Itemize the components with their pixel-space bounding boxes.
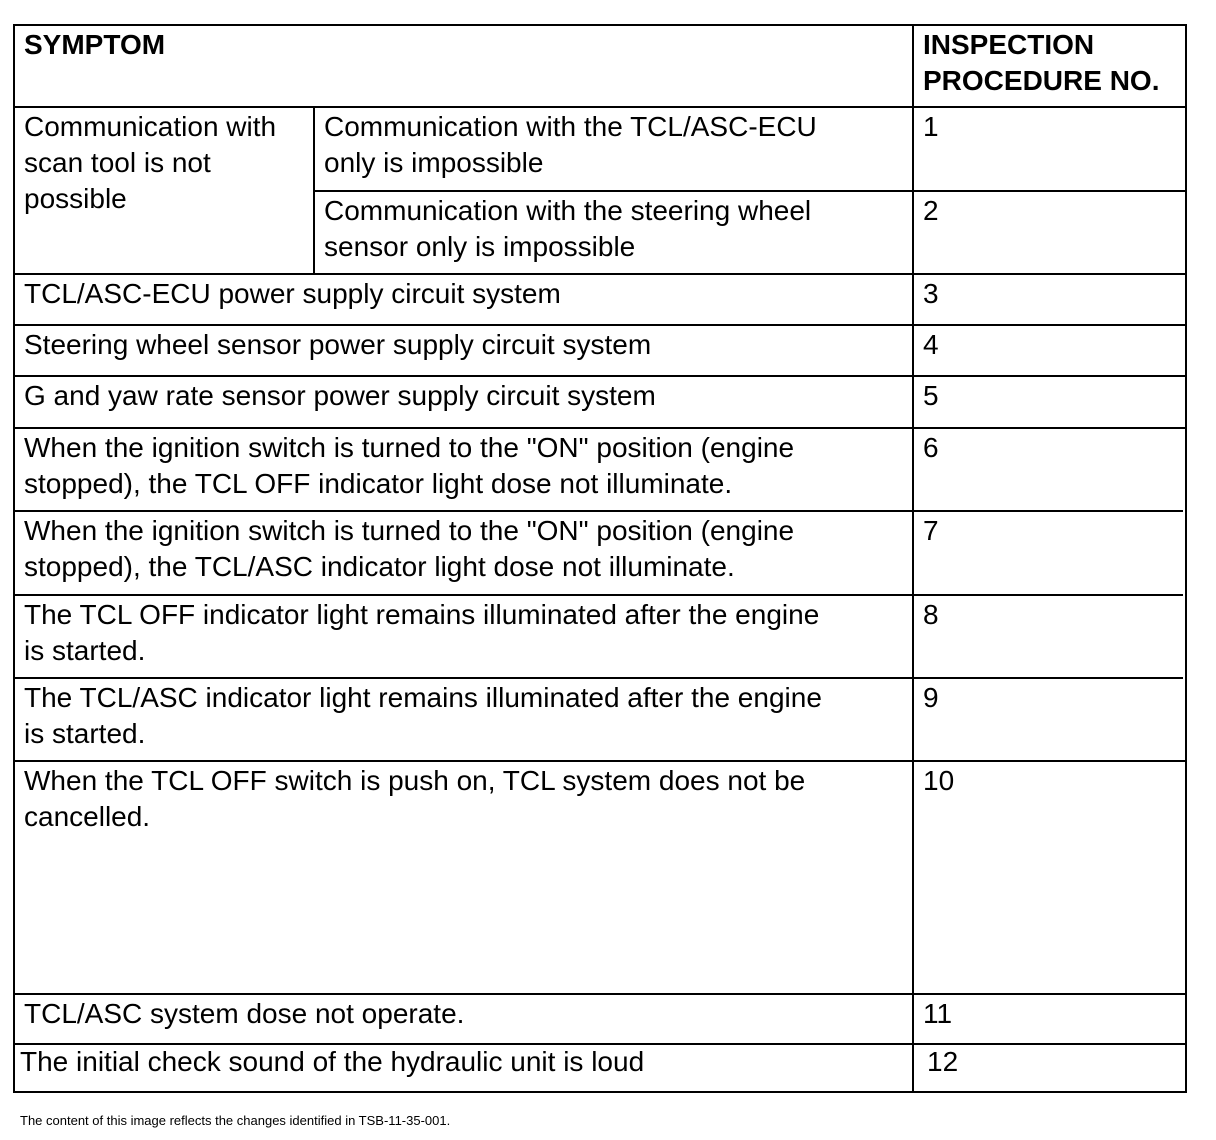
table-row-symptom: Communication with the TCL/ASC-ECU only is impossible: [324, 111, 817, 178]
table-rule: [912, 24, 914, 1093]
table-row-number: 10: [923, 765, 955, 796]
table-row-symptom: Communication with the steering wheel sensor only is impossible: [324, 195, 812, 262]
table-row-symptom: TCL/ASC-ECU power supply circuit system: [24, 278, 561, 309]
table-row-symptom: TCL/ASC system dose not operate.: [24, 998, 465, 1029]
table-row-number: 6: [923, 432, 939, 463]
table-row-number: 9: [923, 682, 939, 713]
table-row-number: 11: [923, 998, 953, 1029]
table-row-symptom: When the ignition switch is turned to the "ON" position (engine stopped), the TCL OFF indicator light dose not illuminate.: [24, 432, 795, 499]
table-row-symptom: When the TCL OFF switch is push on, TCL system does not be cancelled.: [24, 765, 806, 832]
table-row-number: 12: [927, 1046, 959, 1077]
table-row-number: 2: [923, 195, 939, 226]
table-row-symptom: G and yaw rate sensor power supply circuit system: [24, 380, 656, 411]
table-row-symptom: Steering wheel sensor power supply circuit system: [24, 329, 652, 360]
group-label: Communication with scan tool is not possible: [24, 111, 277, 214]
table-row-number: 1: [923, 111, 939, 142]
table-row-symptom: The TCL OFF indicator light remains illuminated after the engine is started.: [24, 599, 820, 666]
table-row-number: 8: [923, 599, 939, 630]
table-row-number: 3: [923, 278, 939, 309]
table-row-number: 4: [923, 329, 939, 360]
table-row-number: 7: [923, 515, 939, 546]
table-row-symptom: The TCL/ASC indicator light remains illuminated after the engine is started.: [24, 682, 822, 749]
header-procedure-no: INSPECTION PROCEDURE NO.: [923, 29, 1160, 96]
table-rule: [13, 1091, 1187, 1093]
header-symptom: SYMPTOM: [24, 29, 166, 60]
table-row-number: 5: [923, 380, 939, 411]
table-row-symptom: The initial check sound of the hydraulic unit is loud: [20, 1046, 645, 1077]
table-rule: [1185, 24, 1187, 1093]
footnote: The content of this image reflects the changes identified in TSB-11-35-001.: [20, 1113, 451, 1128]
table-row-symptom: When the ignition switch is turned to the "ON" position (engine stopped), the TCL/ASC indicator light dose not illuminate.: [24, 515, 795, 582]
